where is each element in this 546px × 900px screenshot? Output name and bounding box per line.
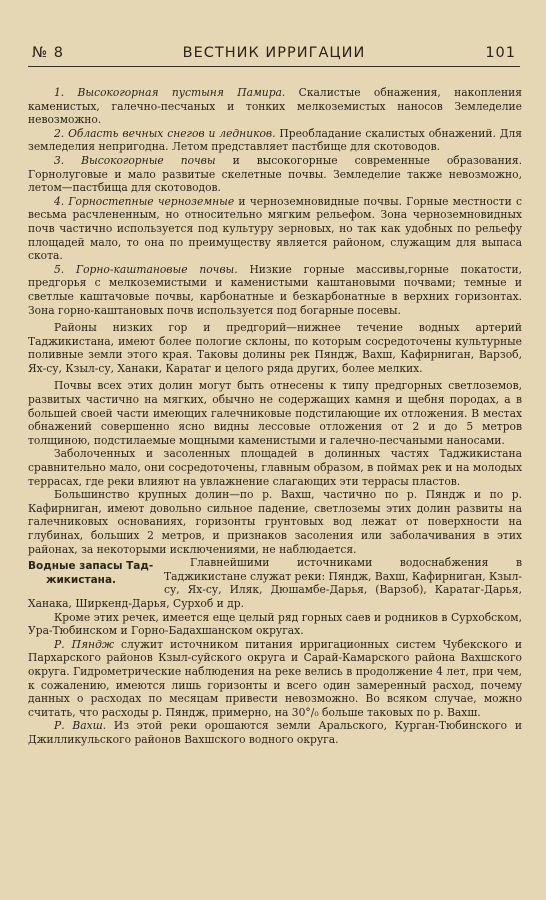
- zone-item-label: 1. Высокогорная пустыня Памира.: [54, 86, 286, 99]
- paragraph-valleys: Районы низких гор и предгорий—нижнее течение водных артерий Таджикистана, имеют более пологие склоны, по которым сосредоточены культурные поливные земли этого края. Таковы долины рек Пяндж, Вахш, Кафирниган, Варзоб, Ях-су, Кзыл-су, Ханаки, Каратаг и целого ряда других, более мелких.: [28, 321, 522, 375]
- zone-item-text: Низкие горные массивы,горные покатости, предгорья с мелкоземистыми и каменистыми каштановыми почвами; темные и светлые каштачовые почвы, карбонатные и безкарбонатные в верхних горизонтах. Зона горно-каштановых почв используется под богарные посевы.: [28, 262, 522, 317]
- paragraph-large-valleys: Большинство крупных долин—по р. Вахш, частично по р. Пяндж и по р. Кафирниган, имеют довольно сильное падение, светлоземы этих долин развиты на галечниковых основаниях, горизонты грунтовых вод лежат от поверхности на глубинах, больших 2 метров, и признаков засоления или заболачивания в этих районах, за некоторыми исключениями, не наблюдается.: [28, 488, 522, 556]
- sidehead-line-2: жикистана.: [46, 574, 117, 587]
- section-sidehead: [28, 559, 156, 587]
- river-text: служит источником питания ирригационных систем Чубекского и Пархарского районов Кзыл-суйского округа и Сарай-Камарского района Вахшского округа. Гидрометрические наблюдения на реке велись в продолжение 4 лет, при чем, к сожалению, имеются лишь горизонты и всего один замеренный расход, почему данных о расходах по месяцам привести невозможно. Во всяком случае, можно считать, что расходы р. Пяндж, примерно, на 30°/₀ больше таковых по р. Вахш.: [28, 637, 522, 719]
- paragraph-pyandzh: [28, 638, 522, 720]
- zone-item-label: 3. Высокогорные почвы: [54, 153, 216, 167]
- paragraph-rivers-note: Кроме этих речек, имеется еще целый ряд горных саев и родников в Сурхобском, Ура-Тюбинском и Горно-Бадахшанском округах.: [28, 610, 522, 638]
- paragraph-soils: Почвы всех этих долин могут быть отнесены к типу предгорных светлоземов, развитых частично на мягких, обычно не содержащих камня и щебня породах, а в большей своей части имеющих галечниковые подстилающие их отложения. В местах обнажений совершенно ясно видны лессовые отложения от 2 и до 5 метров толщиною, подстилаемые мощными каменистыми и галечно-песчаными наносами.: [28, 379, 522, 447]
- zone-item-label: 5. Горно-каштановые почвы.: [54, 262, 238, 276]
- page-header: [28, 44, 520, 67]
- paragraph-vakhsh: [28, 719, 522, 746]
- river-label: Р. Пяндж: [54, 637, 114, 651]
- zone-item-label: 4. Горностепные черноземные: [54, 194, 235, 208]
- article-body: [28, 86, 522, 747]
- river-text: Из этой реки орошаются земли Аральского, Курган-Тюбинского и Джилликульского районов Вахшского водного округа.: [28, 719, 522, 746]
- journal-title: ВЕСТНИК ИРРИГАЦИИ: [182, 45, 366, 61]
- page-number: 101: [485, 45, 516, 61]
- zone-item-4: [28, 195, 522, 263]
- zone-item-1: [28, 86, 522, 127]
- river-label: Р. Вахш.: [54, 719, 107, 733]
- zone-item-label: 2. Область вечных снегов и ледников.: [54, 126, 276, 140]
- zone-item-text: и черноземновидные почвы. Горные местности с весьма расчлененным, но относительно мягким рельефом. Зона черноземновидных почв частично используется под культуру зерновых, но так как удобных по рельефу площадей мало, то она по преимуществу является районом, служащим для выпаса скота.: [28, 194, 522, 263]
- issue-number: № 8: [32, 45, 64, 61]
- zone-item-text: Скалистые обнажения, накопления каменистых, галечно-песчаных и тонких мелкоземистых наносов Земледелие невозможно.: [28, 86, 522, 127]
- paragraph-water-sources: Главнейшими источниками водоснабжения в Таджикистане служат реки: Пяндж, Вахш, Кафирниган, Кзыл-су, Ях-су, Иляк, Дюшамбе-Дарья, (Варзоб), Каратаг-Дарья, Ханака, Ширкенд-Дарья, Сурхоб и др.: [28, 556, 522, 610]
- zone-item-text: Преобладание скалистых обнажений. Для земледелия непригодна. Летом представляет пастбище для скотоводов.: [28, 126, 522, 154]
- zone-item-2: [28, 127, 522, 154]
- zone-item-text: и высокогорные современные образования. Горнолуговые и мало развитые скелетные почвы. Земледелие также невозможно, летом—пастбища для скотоводов.: [28, 153, 522, 195]
- zone-item-5: [28, 263, 522, 317]
- sidehead-line-1: Водные запасы Тад-: [28, 560, 154, 573]
- paragraph-swamps: Заболоченных и засоленных площадей в долинных частях Таджикистана сравнительно мало, они сосредоточены, главным образом, в поймах рек и на молодых террасах, где реки влияют на увлажнение слагающих эти террасы пластов.: [28, 447, 522, 488]
- zone-item-3: [28, 154, 522, 195]
